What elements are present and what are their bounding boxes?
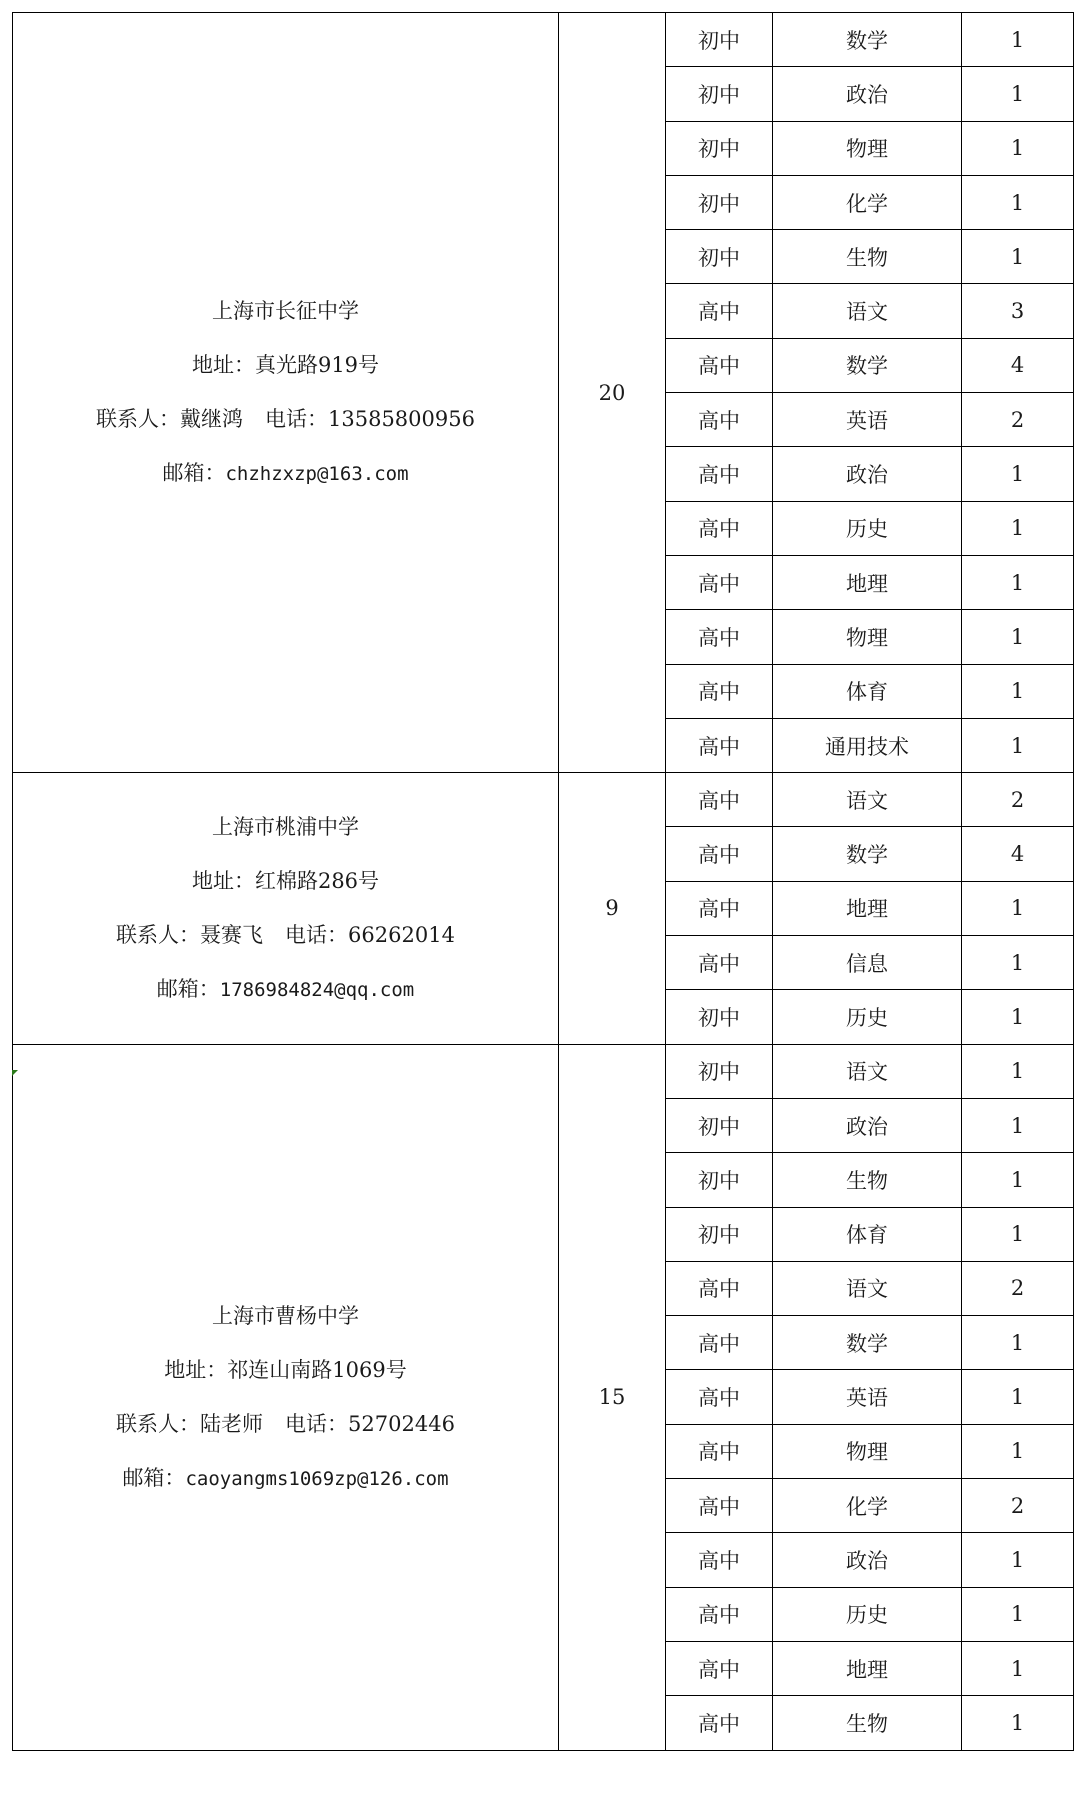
position-count-cell: 1 bbox=[962, 664, 1074, 718]
address-label: 地址： bbox=[191, 868, 255, 893]
school-contact-line bbox=[13, 908, 558, 962]
school-level-cell: 初中 bbox=[666, 13, 773, 67]
subject-cell: 体育 bbox=[773, 664, 962, 718]
phone-label: 电话： bbox=[265, 407, 328, 432]
subject-cell: 地理 bbox=[773, 881, 962, 935]
school-level-cell: 高中 bbox=[666, 1316, 773, 1370]
email-label: 邮箱： bbox=[156, 976, 220, 1001]
subject-cell: 地理 bbox=[773, 555, 962, 609]
table-row bbox=[13, 773, 1074, 827]
position-count-cell: 1 bbox=[962, 610, 1074, 664]
school-level-cell: 初中 bbox=[666, 1044, 773, 1098]
school-level-cell: 高中 bbox=[666, 827, 773, 881]
subject-cell: 语文 bbox=[773, 1044, 962, 1098]
school-level-cell: 高中 bbox=[666, 881, 773, 935]
total-positions-cell: 15 bbox=[559, 1044, 666, 1750]
email-label: 邮箱： bbox=[162, 461, 226, 486]
school-level-cell: 高中 bbox=[666, 773, 773, 827]
cell-corner-mark bbox=[12, 1070, 18, 1076]
subject-cell: 英语 bbox=[773, 1370, 962, 1424]
address-label: 地址： bbox=[191, 353, 255, 378]
school-info-cell bbox=[13, 773, 559, 1044]
contact-label: 联系人： bbox=[96, 407, 180, 432]
school-level-cell: 高中 bbox=[666, 501, 773, 555]
position-count-cell: 1 bbox=[962, 1533, 1074, 1587]
position-count-cell: 1 bbox=[962, 1044, 1074, 1098]
school-level-cell: 高中 bbox=[666, 1696, 773, 1750]
school-level-cell: 高中 bbox=[666, 338, 773, 392]
subject-cell: 化学 bbox=[773, 175, 962, 229]
school-level-cell: 高中 bbox=[666, 393, 773, 447]
school-address-line bbox=[13, 1343, 558, 1397]
school-level-cell: 高中 bbox=[666, 610, 773, 664]
position-count-cell: 1 bbox=[962, 501, 1074, 555]
subject-cell: 政治 bbox=[773, 447, 962, 501]
position-count-cell: 1 bbox=[962, 718, 1074, 772]
contact-email[interactable]: chzhzxzp@163.com bbox=[225, 463, 409, 486]
school-info-cell bbox=[13, 13, 559, 773]
position-count-cell: 1 bbox=[962, 13, 1074, 67]
school-address-line bbox=[13, 854, 558, 908]
position-count-cell: 1 bbox=[962, 1587, 1074, 1641]
position-count-cell: 1 bbox=[962, 1641, 1074, 1695]
subject-cell: 信息 bbox=[773, 936, 962, 990]
school-level-cell: 初中 bbox=[666, 1207, 773, 1261]
school-level-cell: 高中 bbox=[666, 1261, 773, 1315]
subject-cell: 历史 bbox=[773, 1587, 962, 1641]
total-positions-cell: 20 bbox=[559, 13, 666, 773]
school-address: 真光路919号 bbox=[254, 353, 380, 378]
position-count-cell: 1 bbox=[962, 175, 1074, 229]
subject-cell: 通用技术 bbox=[773, 718, 962, 772]
position-count-cell: 1 bbox=[962, 936, 1074, 990]
subject-cell: 物理 bbox=[773, 121, 962, 175]
subject-cell: 政治 bbox=[773, 67, 962, 121]
school-name: 上海市长征中学 bbox=[212, 299, 359, 324]
table-row bbox=[13, 1044, 1074, 1098]
contact-person: 陆老师 bbox=[200, 1411, 264, 1436]
school-name: 上海市曹杨中学 bbox=[212, 1303, 359, 1328]
subject-cell: 数学 bbox=[773, 827, 962, 881]
subject-cell: 语文 bbox=[773, 284, 962, 338]
table-row bbox=[13, 13, 1074, 67]
school-email-line bbox=[13, 962, 558, 1017]
school-level-cell: 初中 bbox=[666, 67, 773, 121]
school-address-line bbox=[13, 338, 558, 392]
subject-cell: 生物 bbox=[773, 1696, 962, 1750]
position-count-cell: 2 bbox=[962, 393, 1074, 447]
email-label: 邮箱： bbox=[122, 1465, 186, 1490]
school-level-cell: 高中 bbox=[666, 1479, 773, 1533]
phone-label: 电话： bbox=[285, 922, 349, 947]
subject-cell: 语文 bbox=[773, 773, 962, 827]
subject-cell: 历史 bbox=[773, 501, 962, 555]
subject-cell: 地理 bbox=[773, 1641, 962, 1695]
position-count-cell: 1 bbox=[962, 1098, 1074, 1152]
school-level-cell: 初中 bbox=[666, 1153, 773, 1207]
school-level-cell: 高中 bbox=[666, 1587, 773, 1641]
school-level-cell: 初中 bbox=[666, 990, 773, 1044]
contact-person: 戴继鸿 bbox=[180, 407, 243, 432]
position-count-cell: 4 bbox=[962, 827, 1074, 881]
position-count-cell: 1 bbox=[962, 1424, 1074, 1478]
subject-cell: 语文 bbox=[773, 1261, 962, 1315]
position-count-cell: 1 bbox=[962, 1370, 1074, 1424]
school-contact-line bbox=[13, 1397, 558, 1451]
subject-cell: 生物 bbox=[773, 230, 962, 284]
contact-phone: 66262014 bbox=[348, 922, 455, 947]
position-count-cell: 1 bbox=[962, 230, 1074, 284]
subject-cell: 数学 bbox=[773, 13, 962, 67]
position-count-cell: 1 bbox=[962, 990, 1074, 1044]
school-level-cell: 初中 bbox=[666, 121, 773, 175]
subject-cell: 化学 bbox=[773, 1479, 962, 1533]
school-address: 祁连山南路1069号 bbox=[227, 1357, 407, 1382]
position-count-cell: 1 bbox=[962, 1207, 1074, 1261]
subject-cell: 物理 bbox=[773, 610, 962, 664]
school-level-cell: 高中 bbox=[666, 1370, 773, 1424]
subject-cell: 历史 bbox=[773, 990, 962, 1044]
school-level-cell: 高中 bbox=[666, 1641, 773, 1695]
school-level-cell: 初中 bbox=[666, 175, 773, 229]
school-address: 红棉路286号 bbox=[254, 868, 380, 893]
subject-cell: 英语 bbox=[773, 393, 962, 447]
school-contact-line bbox=[13, 392, 558, 446]
contact-label: 联系人： bbox=[116, 1411, 201, 1436]
contact-phone: 52702446 bbox=[348, 1411, 455, 1436]
contact-phone: 13585800956 bbox=[328, 407, 475, 432]
school-level-cell: 高中 bbox=[666, 1424, 773, 1478]
position-count-cell: 3 bbox=[962, 284, 1074, 338]
subject-cell: 政治 bbox=[773, 1098, 962, 1152]
position-count-cell: 1 bbox=[962, 1316, 1074, 1370]
contact-person: 聂赛飞 bbox=[200, 922, 264, 947]
address-label: 地址： bbox=[164, 1357, 228, 1382]
subject-cell: 政治 bbox=[773, 1533, 962, 1587]
subject-cell: 生物 bbox=[773, 1153, 962, 1207]
school-email-line bbox=[13, 446, 558, 501]
school-info-cell bbox=[13, 1044, 559, 1750]
position-count-cell: 2 bbox=[962, 773, 1074, 827]
school-level-cell: 高中 bbox=[666, 447, 773, 501]
position-count-cell: 1 bbox=[962, 881, 1074, 935]
school-level-cell: 初中 bbox=[666, 230, 773, 284]
contact-label: 联系人： bbox=[116, 922, 201, 947]
subject-cell: 数学 bbox=[773, 338, 962, 392]
position-count-cell: 4 bbox=[962, 338, 1074, 392]
recruitment-table bbox=[12, 12, 1074, 1751]
phone-label: 电话： bbox=[285, 1411, 349, 1436]
school-level-cell: 高中 bbox=[666, 718, 773, 772]
subject-cell: 物理 bbox=[773, 1424, 962, 1478]
position-count-cell: 2 bbox=[962, 1479, 1074, 1533]
recruitment-table-body bbox=[13, 13, 1074, 1751]
contact-email[interactable]: caoyangms1069zp@126.com bbox=[185, 1467, 449, 1490]
contact-email[interactable]: 1786984824@qq.com bbox=[219, 978, 415, 1001]
subject-cell: 数学 bbox=[773, 1316, 962, 1370]
school-level-cell: 高中 bbox=[666, 1533, 773, 1587]
school-email-line bbox=[13, 1451, 558, 1506]
position-count-cell: 1 bbox=[962, 67, 1074, 121]
school-level-cell: 高中 bbox=[666, 936, 773, 990]
position-count-cell: 1 bbox=[962, 121, 1074, 175]
position-count-cell: 1 bbox=[962, 1696, 1074, 1750]
school-level-cell: 高中 bbox=[666, 664, 773, 718]
position-count-cell: 1 bbox=[962, 447, 1074, 501]
position-count-cell: 2 bbox=[962, 1261, 1074, 1315]
total-positions-cell: 9 bbox=[559, 773, 666, 1044]
position-count-cell: 1 bbox=[962, 1153, 1074, 1207]
school-level-cell: 初中 bbox=[666, 1098, 773, 1152]
position-count-cell: 1 bbox=[962, 555, 1074, 609]
subject-cell: 体育 bbox=[773, 1207, 962, 1261]
school-level-cell: 高中 bbox=[666, 284, 773, 338]
school-name: 上海市桃浦中学 bbox=[212, 814, 359, 839]
school-level-cell: 高中 bbox=[666, 555, 773, 609]
